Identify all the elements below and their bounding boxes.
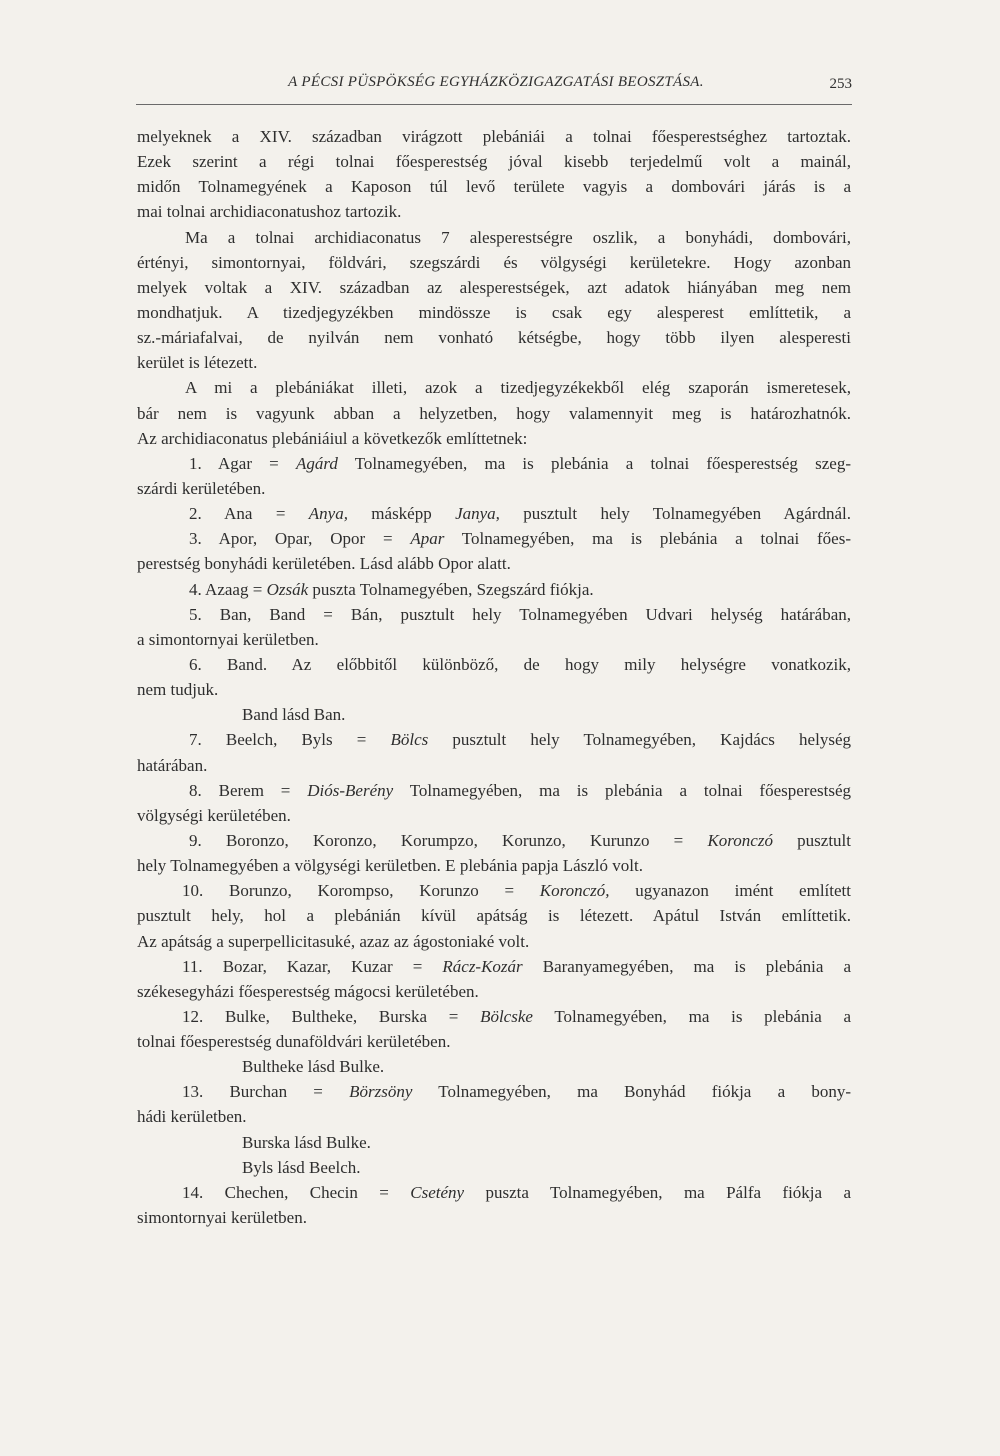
entry-line: 5. Ban, Band = Bán, pusztult hely Tolnamegyében Udvari helység határában, bbox=[189, 604, 851, 624]
running-header bbox=[136, 74, 852, 105]
text-line: székesegyházi főesperestség mágocsi kerületében. bbox=[137, 981, 479, 1001]
text-line: értényi, simontornyai, földvári, szegszárdi és völgységi kerületekre. Hogy azonban bbox=[137, 252, 851, 272]
text-line: simontornyai kerületben. bbox=[137, 1208, 307, 1228]
page-number: 253 bbox=[829, 76, 852, 92]
entry-line: 1. Agar = Agárd Tolnamegyében, ma is plebánia a tolnai főesperestség szeg- bbox=[189, 453, 851, 473]
entry-line: 13. Burchan = Börzsöny Tolnamegyében, ma Bonyhád fiókja a bony- bbox=[182, 1082, 852, 1102]
text-line: hádi kerületben. bbox=[137, 1107, 247, 1127]
cross-reference: Band lásd Ban. bbox=[242, 705, 346, 725]
text-line: Az archidiaconatus plebániáiul a következők említtetnek: bbox=[137, 428, 528, 448]
cross-reference: Burska lásd Bulke. bbox=[242, 1132, 371, 1152]
text-line: Ezek szerint a régi tolnai főesperestség jóval kisebb terjedelmű volt a mainál, bbox=[137, 152, 851, 172]
cross-reference: Byls lásd Beelch. bbox=[242, 1157, 361, 1177]
text-line: mai tolnai archidiaconatushoz tartozik. bbox=[137, 202, 402, 222]
running-title: A PÉCSI PÜSPÖKSÉG EGYHÁZKÖZIGAZGATÁSI BEOSZTÁSA. bbox=[288, 74, 704, 90]
entry-line: 4. Azaag = Ozsák puszta Tolnamegyében, Szegszárd fiókja. bbox=[189, 579, 594, 599]
entry-line: 8. Berem = Diós-Berény Tolnamegyében, ma is plebánia a tolnai főesperestség bbox=[189, 780, 852, 800]
text-line: tolnai főesperestség dunaföldvári kerületében. bbox=[137, 1032, 451, 1052]
text-line: sz.-máriafalvai, de nyilván nem vonható kétségbe, hogy több ilyen alesperesti bbox=[137, 328, 851, 348]
text-line: mondhatjuk. A tizedjegyzékben mindössze is csak egy alesperest említtetik, a bbox=[137, 302, 851, 322]
entry-line: 6. Band. Az előbbitől különböző, de hogy mily helységre vonatkozik, bbox=[189, 654, 851, 674]
text-line: határában. bbox=[137, 755, 208, 775]
text-line: nem tudjuk. bbox=[137, 680, 219, 700]
text-line: völgységi kerületében. bbox=[137, 805, 291, 825]
entry-line: 14. Chechen, Checin = Csetény puszta Tolnamegyében, ma Pálfa fiókja a bbox=[182, 1182, 851, 1202]
text-line: Az apátság a superpellicitasuké, azaz az ágostoniaké volt. bbox=[137, 931, 530, 951]
entry-line: 2. Ana = Anya, másképp Janya, pusztult hely Tolnamegyében Agárdnál. bbox=[189, 504, 851, 524]
text-line: melyeknek a XIV. században virágzott plebániái a tolnai főesperestséghez tartoztak. bbox=[137, 127, 851, 146]
text-line: kerület is létezett. bbox=[137, 353, 258, 373]
text-line: bár nem is vagyunk abban a helyzetben, hogy valamennyit meg is határozhatnók. bbox=[137, 403, 851, 423]
body-text bbox=[137, 124, 851, 1230]
text-line: a simontornyai kerületben. bbox=[137, 629, 319, 649]
text-line: pusztult hely, hol a plebánián kívül apátság is létezett. Apátul István említtetik. bbox=[137, 906, 851, 926]
text-line: perestség bonyhádi kerületében. Lásd alább Opor alatt. bbox=[137, 554, 511, 574]
text-line: szárdi kerületében. bbox=[137, 478, 266, 498]
entry-line: 10. Borunzo, Korompso, Korunzo = Koronczó, ugyanazon imént említett bbox=[182, 881, 851, 901]
entry-line: 7. Beelch, Byls = Bölcs pusztult hely Tolnamegyében, Kajdács helység bbox=[189, 730, 851, 750]
entry-line: 3. Apor, Opar, Opor = Apar Tolnamegyében, ma is plebánia a tolnai főes- bbox=[189, 529, 851, 549]
cross-reference: Bultheke lásd Bulke. bbox=[242, 1057, 385, 1077]
entry-line: 9. Boronzo, Koronzo, Korumpzo, Korunzo, Kurunzo = Koronczó pusztult bbox=[189, 830, 851, 850]
text-line: Ma a tolnai archidiaconatus 7 alesperestségre oszlik, a bonyhádi, dombovári, bbox=[185, 227, 851, 247]
text-line: A mi a plebániákat illeti, azok a tizedjegyzékekből elég szaporán ismeretesek, bbox=[185, 378, 851, 398]
text-line: midőn Tolnamegyének a Kaposon túl levő területe vagyis a dombovári járás is a bbox=[137, 177, 851, 197]
text-line: hely Tolnamegyében a völgységi kerületben. E plebánia papja László volt. bbox=[137, 856, 643, 876]
text-line: melyek voltak a XIV. században az alesperestségek, azt adatok hiányában meg nem bbox=[137, 277, 851, 297]
entry-line: 11. Bozar, Kazar, Kuzar = Rácz-Kozár Baranyamegyében, ma is plebánia a bbox=[182, 956, 851, 976]
entry-line: 12. Bulke, Bultheke, Burska = Bölcske Tolnamegyében, ma is plebánia a bbox=[182, 1006, 851, 1026]
